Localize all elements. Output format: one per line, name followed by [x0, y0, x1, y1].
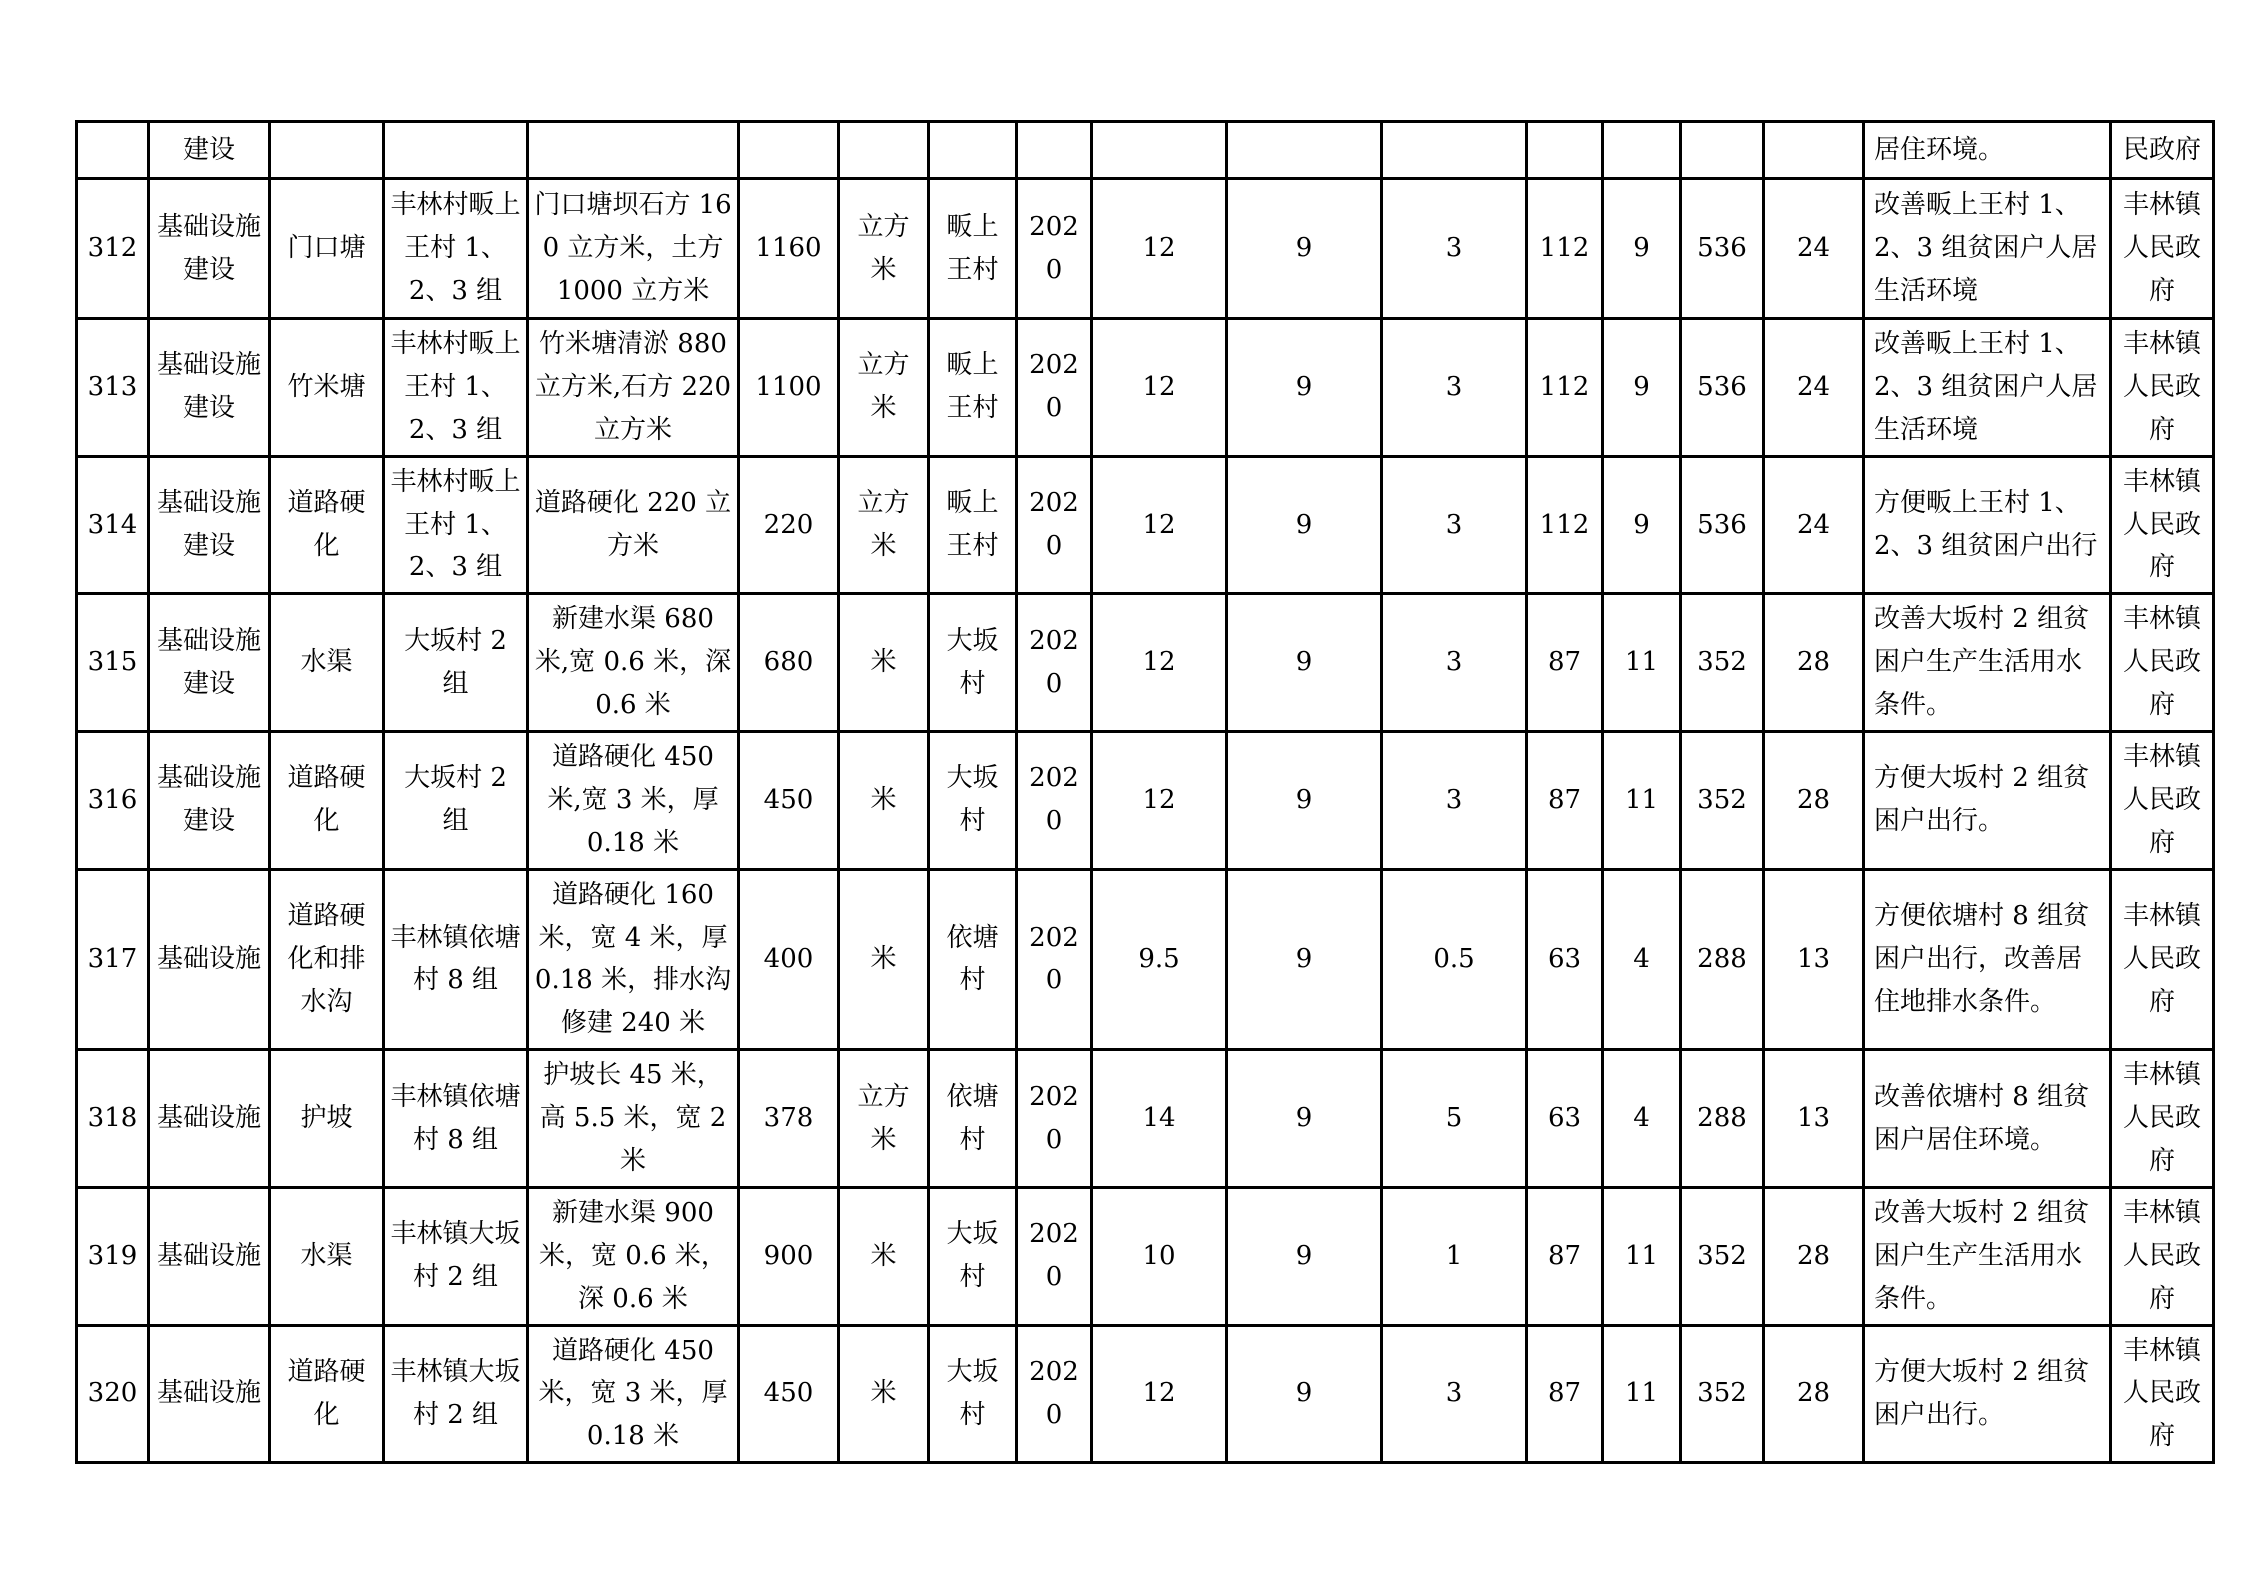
table-cell: [739, 122, 839, 179]
table-cell: 12: [1092, 732, 1227, 870]
table-cell: 112: [1527, 179, 1603, 319]
table-cell: 900: [739, 1187, 839, 1325]
table-cell: [1603, 122, 1681, 179]
table-cell: 门口塘: [270, 179, 384, 319]
table-cell: 基础设施建设: [149, 456, 270, 594]
table-cell: 2020: [1017, 869, 1092, 1050]
table-cell: [839, 122, 929, 179]
table-cell: 丰林镇大坂村 2 组: [384, 1187, 528, 1325]
table-cell: 方便大坂村 2 组贫困户出行。: [1864, 1325, 2111, 1463]
table-cell: 护坡长 45 米，高 5.5 米，宽 2 米: [528, 1050, 739, 1188]
table-row: [77, 1050, 2214, 1188]
table-cell: 5: [1382, 1050, 1527, 1188]
table-cell: 3: [1382, 594, 1527, 732]
table-row: [77, 122, 2214, 179]
table-cell: 1100: [739, 319, 839, 457]
table-cell: 大坂村: [929, 1325, 1017, 1463]
table-cell: 63: [1527, 869, 1603, 1050]
table-cell: 319: [77, 1187, 149, 1325]
table-cell: 丰林镇人民政府: [2111, 319, 2214, 457]
table-cell: 道路硬化 160 米，宽 4 米，厚 0.18 米，排水沟修建 240 米: [528, 869, 739, 1050]
table-cell: 大坂村: [929, 594, 1017, 732]
table-cell: 丰林镇人民政府: [2111, 1325, 2214, 1463]
project-schedule-table: [75, 120, 2215, 1464]
table-cell: 立方米: [839, 179, 929, 319]
table-row: [77, 594, 2214, 732]
table-row: [77, 179, 2214, 319]
table-cell: 丰林镇人民政府: [2111, 1050, 2214, 1188]
table-cell: 丰林村畈上王村 1、2、3 组: [384, 319, 528, 457]
table-cell: 536: [1681, 179, 1764, 319]
table-cell: 0.5: [1382, 869, 1527, 1050]
table-cell: 大坂村 2 组: [384, 732, 528, 870]
table-cell: 竹米塘: [270, 319, 384, 457]
table-cell: 87: [1527, 732, 1603, 870]
table-cell: 竹米塘清淤 880 立方米,石方 220 立方米: [528, 319, 739, 457]
table-cell: 2020: [1017, 1187, 1092, 1325]
table-cell: 112: [1527, 456, 1603, 594]
table-cell: 9: [1603, 456, 1681, 594]
table-cell: 9: [1227, 732, 1382, 870]
table-cell: 2020: [1017, 594, 1092, 732]
table-cell: 317: [77, 869, 149, 1050]
table-cell: 丰林镇人民政府: [2111, 732, 2214, 870]
table-cell: 9: [1227, 1187, 1382, 1325]
table-cell: 352: [1681, 732, 1764, 870]
table-cell: 400: [739, 869, 839, 1050]
table-cell: [77, 122, 149, 179]
table-cell: 536: [1681, 456, 1764, 594]
table-cell: 9: [1227, 869, 1382, 1050]
table-cell: [1764, 122, 1864, 179]
table-cell: 112: [1527, 319, 1603, 457]
table-cell: 450: [739, 1325, 839, 1463]
table-cell: 立方米: [839, 1050, 929, 1188]
table-cell: 12: [1092, 594, 1227, 732]
table-cell: 门口塘坝石方 160 立方米，土方 1000 立方米: [528, 179, 739, 319]
table-cell: 丰林镇人民政府: [2111, 1187, 2214, 1325]
table-cell: 立方米: [839, 319, 929, 457]
table-cell: 大坂村: [929, 1187, 1017, 1325]
table-cell: 米: [839, 732, 929, 870]
table-cell: 大坂村: [929, 732, 1017, 870]
table-cell: [1527, 122, 1603, 179]
table-cell: 立方米: [839, 456, 929, 594]
table-cell: 丰林村畈上王村 1、2、3 组: [384, 456, 528, 594]
table-cell: [270, 122, 384, 179]
table-cell: 丰林镇人民政府: [2111, 594, 2214, 732]
table-cell: 依塘村: [929, 1050, 1017, 1188]
table-cell: 道路硬化: [270, 732, 384, 870]
table-cell: 9: [1227, 179, 1382, 319]
table-cell: 畈上王村: [929, 179, 1017, 319]
table-cell: 220: [739, 456, 839, 594]
table-cell: 28: [1764, 1187, 1864, 1325]
table-cell: 9: [1603, 319, 1681, 457]
table-cell: 12: [1092, 179, 1227, 319]
table-row: [77, 732, 2214, 870]
table-cell: 改善畈上王村 1、2、3 组贫困户人居生活环境: [1864, 179, 2111, 319]
table-cell: 9: [1227, 1050, 1382, 1188]
table-cell: 道路硬化 450 米,宽 3 米，厚 0.18 米: [528, 732, 739, 870]
table-cell: 352: [1681, 1325, 1764, 1463]
table-cell: 450: [739, 732, 839, 870]
table-cell: 2020: [1017, 179, 1092, 319]
table-cell: 2020: [1017, 1050, 1092, 1188]
table-cell: [1227, 122, 1382, 179]
table-cell: 改善大坂村 2 组贫困户生产生活用水条件。: [1864, 1187, 2111, 1325]
table-cell: 87: [1527, 1325, 1603, 1463]
table-cell: 基础设施: [149, 1325, 270, 1463]
table-cell: [528, 122, 739, 179]
table-cell: 道路硬化: [270, 1325, 384, 1463]
table-cell: 1160: [739, 179, 839, 319]
table-cell: 9.5: [1092, 869, 1227, 1050]
table-cell: 改善畈上王村 1、2、3 组贫困户人居生活环境: [1864, 319, 2111, 457]
table-cell: 改善大坂村 2 组贫困户生产生活用水条件。: [1864, 594, 2111, 732]
table-cell: 道路硬化和排水沟: [270, 869, 384, 1050]
table-cell: 丰林镇人民政府: [2111, 869, 2214, 1050]
table-cell: [1681, 122, 1764, 179]
table-cell: 米: [839, 594, 929, 732]
table-cell: 民政府: [2111, 122, 2214, 179]
table-cell: 14: [1092, 1050, 1227, 1188]
table-cell: 2020: [1017, 1325, 1092, 1463]
table-cell: 基础设施: [149, 1187, 270, 1325]
table-row: [77, 456, 2214, 594]
table-cell: 新建水渠 900 米，宽 0.6 米，深 0.6 米: [528, 1187, 739, 1325]
table-row: [77, 869, 2214, 1050]
table-cell: 方便依塘村 8 组贫困户出行，改善居住地排水条件。: [1864, 869, 2111, 1050]
table-cell: 320: [77, 1325, 149, 1463]
table-cell: 312: [77, 179, 149, 319]
table-cell: 9: [1227, 456, 1382, 594]
table-cell: 护坡: [270, 1050, 384, 1188]
table-cell: 建设: [149, 122, 270, 179]
table-cell: 352: [1681, 594, 1764, 732]
table-cell: 9: [1227, 319, 1382, 457]
table-cell: 丰林镇人民政府: [2111, 179, 2214, 319]
table-cell: 3: [1382, 456, 1527, 594]
table-cell: 畈上王村: [929, 456, 1017, 594]
table-cell: 改善依塘村 8 组贫困户居住环境。: [1864, 1050, 2111, 1188]
table-cell: 米: [839, 869, 929, 1050]
table-cell: [1092, 122, 1227, 179]
table-cell: 24: [1764, 456, 1864, 594]
table-cell: 3: [1382, 179, 1527, 319]
table-cell: 道路硬化 450 米，宽 3 米，厚 0.18 米: [528, 1325, 739, 1463]
table-cell: 24: [1764, 179, 1864, 319]
table-row: [77, 1187, 2214, 1325]
table-cell: 318: [77, 1050, 149, 1188]
table-cell: 28: [1764, 732, 1864, 870]
table-cell: 13: [1764, 1050, 1864, 1188]
table-cell: 28: [1764, 1325, 1864, 1463]
table-cell: 2020: [1017, 319, 1092, 457]
table-cell: 536: [1681, 319, 1764, 457]
table-cell: 基础设施: [149, 869, 270, 1050]
table-cell: 316: [77, 732, 149, 870]
table-cell: 畈上王村: [929, 319, 1017, 457]
table-cell: 4: [1603, 869, 1681, 1050]
table-cell: 2020: [1017, 732, 1092, 870]
table-cell: 3: [1382, 732, 1527, 870]
table-cell: 11: [1603, 732, 1681, 870]
table-cell: [384, 122, 528, 179]
table-cell: 方便畈上王村 1、2、3 组贫困户出行: [1864, 456, 2111, 594]
table-cell: 12: [1092, 1325, 1227, 1463]
table-cell: 288: [1681, 1050, 1764, 1188]
table-cell: 道路硬化 220 立方米: [528, 456, 739, 594]
table-cell: 基础设施建设: [149, 179, 270, 319]
table-cell: 丰林镇依塘村 8 组: [384, 1050, 528, 1188]
table-cell: 水渠: [270, 1187, 384, 1325]
table-cell: 丰林村畈上王村 1、2、3 组: [384, 179, 528, 319]
table-cell: 87: [1527, 1187, 1603, 1325]
table-row: [77, 1325, 2214, 1463]
table-cell: 道路硬化: [270, 456, 384, 594]
table-cell: 352: [1681, 1187, 1764, 1325]
table-cell: 基础设施建设: [149, 732, 270, 870]
table-cell: 基础设施: [149, 1050, 270, 1188]
table-cell: [929, 122, 1017, 179]
table-cell: 新建水渠 680 米,宽 0.6 米，深 0.6 米: [528, 594, 739, 732]
table-row: [77, 319, 2214, 457]
table-cell: 3: [1382, 319, 1527, 457]
table-cell: 丰林镇依塘村 8 组: [384, 869, 528, 1050]
table-cell: 680: [739, 594, 839, 732]
table-cell: 9: [1227, 1325, 1382, 1463]
table-cell: 288: [1681, 869, 1764, 1050]
table-cell: 11: [1603, 1325, 1681, 1463]
table-cell: 11: [1603, 1187, 1681, 1325]
table-cell: 315: [77, 594, 149, 732]
table-cell: 米: [839, 1187, 929, 1325]
table-cell: 1: [1382, 1187, 1527, 1325]
table-cell: 12: [1092, 319, 1227, 457]
table-cell: 基础设施建设: [149, 319, 270, 457]
table-cell: 2020: [1017, 456, 1092, 594]
table-cell: 丰林镇大坂村 2 组: [384, 1325, 528, 1463]
table-cell: 水渠: [270, 594, 384, 732]
table-cell: 居住环境。: [1864, 122, 2111, 179]
table-cell: 依塘村: [929, 869, 1017, 1050]
table-cell: 313: [77, 319, 149, 457]
table-cell: 11: [1603, 594, 1681, 732]
table-cell: 10: [1092, 1187, 1227, 1325]
table-cell: 378: [739, 1050, 839, 1188]
table-cell: [1382, 122, 1527, 179]
table-cell: 314: [77, 456, 149, 594]
table-cell: 丰林镇人民政府: [2111, 456, 2214, 594]
table-cell: 63: [1527, 1050, 1603, 1188]
table-cell: 9: [1603, 179, 1681, 319]
table-cell: 24: [1764, 319, 1864, 457]
table-cell: 米: [839, 1325, 929, 1463]
table-cell: 4: [1603, 1050, 1681, 1188]
table-cell: 大坂村 2 组: [384, 594, 528, 732]
table-cell: 基础设施建设: [149, 594, 270, 732]
table-cell: 87: [1527, 594, 1603, 732]
table-cell: 方便大坂村 2 组贫困户出行。: [1864, 732, 2111, 870]
table-cell: 12: [1092, 456, 1227, 594]
project-table-body: [77, 122, 2214, 1463]
table-cell: 13: [1764, 869, 1864, 1050]
table-cell: 9: [1227, 594, 1382, 732]
table-cell: [1017, 122, 1092, 179]
table-cell: 3: [1382, 1325, 1527, 1463]
table-cell: 28: [1764, 594, 1864, 732]
